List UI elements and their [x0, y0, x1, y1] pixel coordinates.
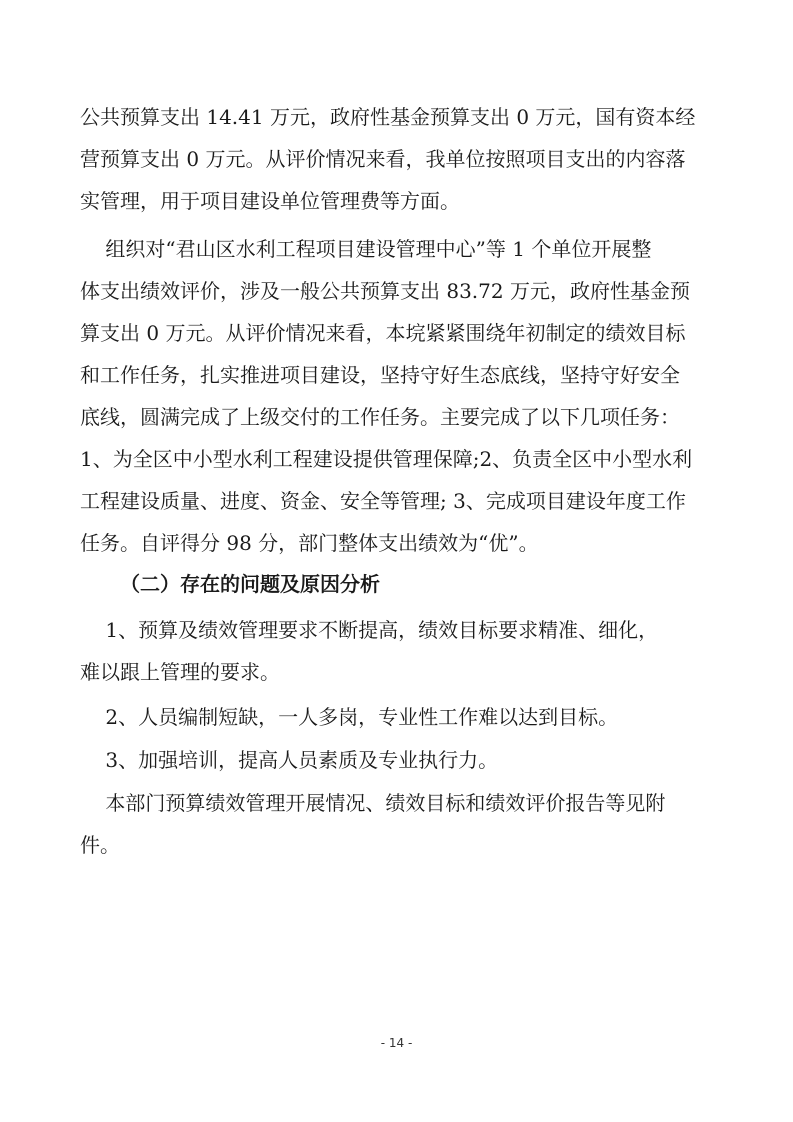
paragraph-issue-1 — [80, 609, 720, 693]
text-line: 2、人员编制短缺，一人多岗，专业性工作难以达到目标。 — [80, 705, 619, 729]
paragraph-issue-2 — [80, 696, 720, 738]
text-line: 底线，圆满完成了上级交付的工作任务。主要完成了以下几项任务： — [80, 405, 680, 429]
page-number: - 14 - — [380, 1036, 413, 1050]
text-line: 件。 — [80, 833, 120, 857]
text-line: 实管理，用于项目建设单位管理费等方面。 — [80, 189, 460, 213]
text-line: 体支出绩效评价，涉及一般公共预算支出 83.72 万元，政府性基金预 — [80, 279, 690, 303]
section-heading: （二）存在的问题及原因分析 — [120, 572, 380, 596]
text-line: 算支出 0 万元。从评价情况来看，本垸紧紧围绕年初制定的绩效目标 — [80, 321, 686, 345]
text-line: 组织对“君山区水利工程项目建设管理中心”等 1 个单位开展整 — [80, 237, 652, 261]
text-line: 难以跟上管理的要求。 — [80, 660, 280, 684]
text-line: 任务。自评得分 98 分，部门整体支出绩效为“优”。 — [80, 531, 539, 555]
text-line: 1、为全区中小型水利工程建设提供管理保障;2、负责全区中小型水利 — [80, 447, 693, 471]
text-line: 工程建设质量、进度、资金、安全等管理; 3、完成项目建设年度工作 — [80, 489, 686, 513]
paragraph-issue-3 — [80, 739, 720, 781]
text-line: 营预算支出 0 万元。从评价情况来看，我单位按照项目支出的内容落 — [80, 147, 686, 171]
text-line: 1、预算及绩效管理要求不断提高，绩效目标要求精准、细化， — [80, 618, 659, 642]
text-line: 本部门预算绩效管理开展情况、绩效目标和绩效评价报告等见附 — [80, 791, 666, 815]
paragraph-overall-evaluation — [80, 228, 720, 564]
text-line: 和工作任务，扎实推进项目建设，坚持守好生态底线，坚持守好安全 — [80, 363, 680, 387]
paragraph-attachment-note — [80, 782, 720, 866]
paragraph-budget-summary — [80, 96, 720, 222]
text-line: 公共预算支出 14.41 万元，政府性基金预算支出 0 万元，国有资本经 — [80, 105, 696, 129]
text-line: 3、加强培训，提高人员素质及专业执行力。 — [80, 748, 499, 772]
